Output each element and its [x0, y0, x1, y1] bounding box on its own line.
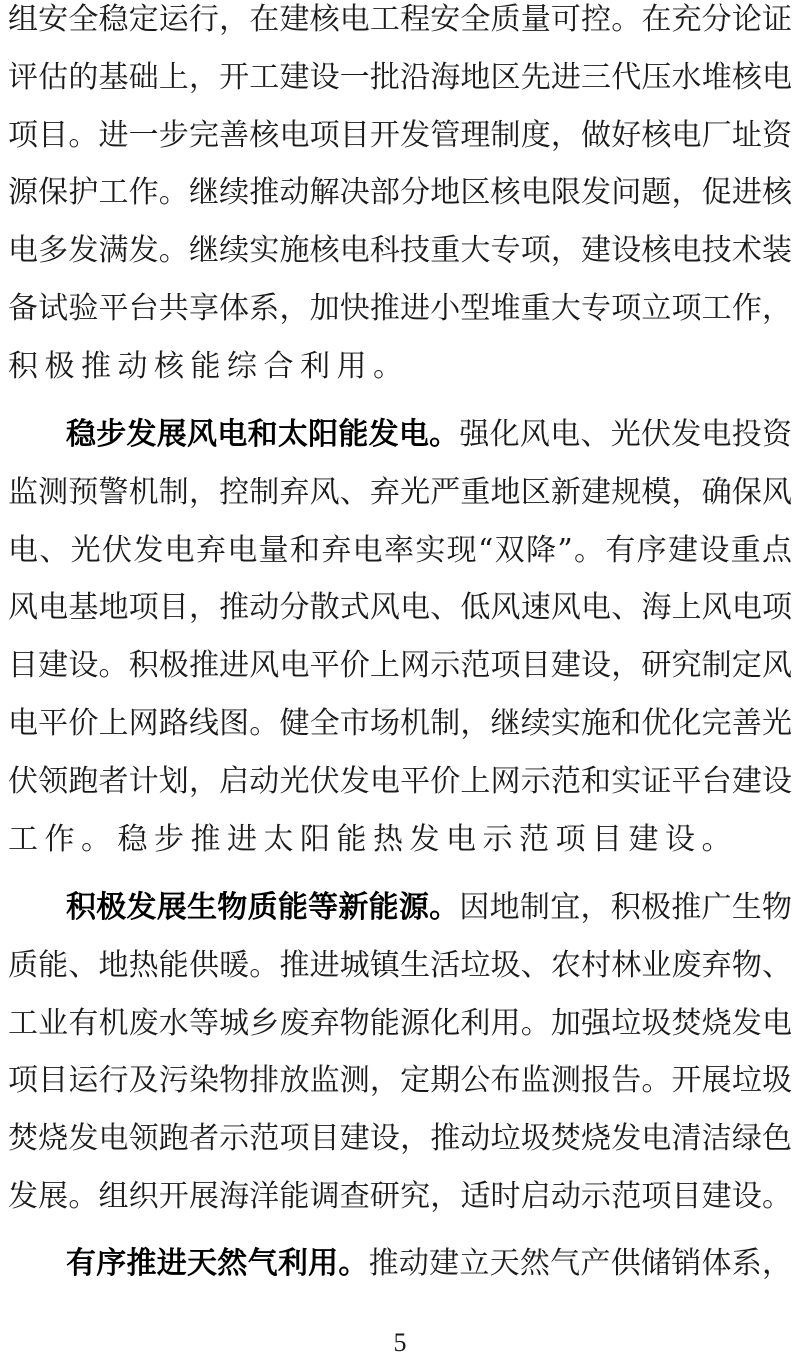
line-text: 备试验平台共享体系，加快推进小型堆重大专项立项工作，: [8, 291, 792, 326]
paragraph-heading: 有序推进天然气利用。: [66, 1246, 369, 1281]
line-text: 焚烧发电领跑者示范项目建设，推动垃圾焚烧发电清洁绿色: [8, 1121, 792, 1157]
line-text: 工作。稳步推进太阳能热发电示范项目建设。: [8, 821, 738, 857]
page-number: 5: [393, 1328, 407, 1357]
paragraph-line: [66, 888, 792, 928]
paragraph-line: [8, 646, 792, 686]
paragraph-heading: 积极发展生物质能等新能源。: [66, 890, 460, 925]
paragraph-line: [8, 347, 792, 387]
paragraph-line: [8, 116, 792, 156]
paragraph-line: [8, 1177, 792, 1217]
paragraph-line: [8, 704, 792, 744]
line-text: 因地制宜，积极推广生物: [459, 890, 793, 925]
line-text: 质能、地热能供暖。推进城镇生活垃圾、农村林业废弃物、: [8, 947, 792, 983]
line-text: 电、光伏发电弃电量和弃电率实现“双降”。有序建设重点: [8, 532, 792, 568]
paragraph-line: [8, 231, 792, 271]
paragraph-line: [8, 1061, 792, 1101]
paragraph-line: [8, 588, 792, 628]
line-text: 电平价上网路线图。健全市场机制，继续实施和优化完善光: [8, 706, 792, 741]
paragraph-line: [66, 1244, 792, 1284]
paragraph-line: [8, 473, 792, 513]
line-text: 风电基地项目，推动分散式风电、低风速风电、海上风电项: [8, 590, 792, 626]
paragraph-line: [8, 58, 792, 98]
line-text: 强化风电、光伏发电投资: [459, 417, 793, 452]
line-text: 项目。进一步完善核电项目开发管理制度，做好核电厂址资: [8, 117, 792, 153]
paragraph-line: [8, 946, 792, 986]
line-text: 目建设。积极推进风电平价上网示范项目建设，研究制定风: [8, 648, 792, 684]
paragraph-heading: 稳步发展风电和太阳能发电。: [66, 417, 460, 452]
paragraph-line: [8, 531, 792, 571]
paragraph-line: [8, 820, 792, 860]
paragraph-line: [8, 289, 792, 329]
line-text: 评估的基础上，开工建设一批沿海地区先进三代压水堆核电: [8, 59, 792, 95]
line-text: 伏领跑者计划，启动光伏发电平价上网示范和实证平台建设: [8, 763, 792, 799]
paragraph-line: [8, 0, 792, 40]
paragraph-line: [8, 173, 792, 213]
line-text: 发展。组织开展海洋能调查研究，适时启动示范项目建设。: [8, 1179, 792, 1214]
paragraph-line: [8, 1004, 792, 1044]
line-text: 推动建立天然气产供储销体系，: [368, 1246, 793, 1281]
paragraph-line: [66, 415, 792, 455]
line-text: 监测预警机制，控制弃风、弃光严重地区新建规模，确保风: [8, 474, 792, 510]
line-text: 电多发满发。继续实施核电科技重大专项，建设核电技术装: [8, 233, 792, 269]
line-text: 项目运行及污染物排放监测，定期公布监测报告。开展垃圾: [8, 1063, 792, 1099]
line-text: 积极推动核能综合利用。: [8, 348, 410, 384]
line-text: 组安全稳定运行，在建核电工程安全质量可控。在充分论证: [8, 2, 792, 37]
paragraph-line: [8, 1119, 792, 1159]
line-text: 工业有机废水等城乡废弃物能源化利用。加强垃圾焚烧发电: [8, 1005, 792, 1041]
line-text: 源保护工作。继续推动解决部分地区核电限发问题，促进核: [8, 175, 792, 211]
paragraph-line: [8, 762, 792, 802]
